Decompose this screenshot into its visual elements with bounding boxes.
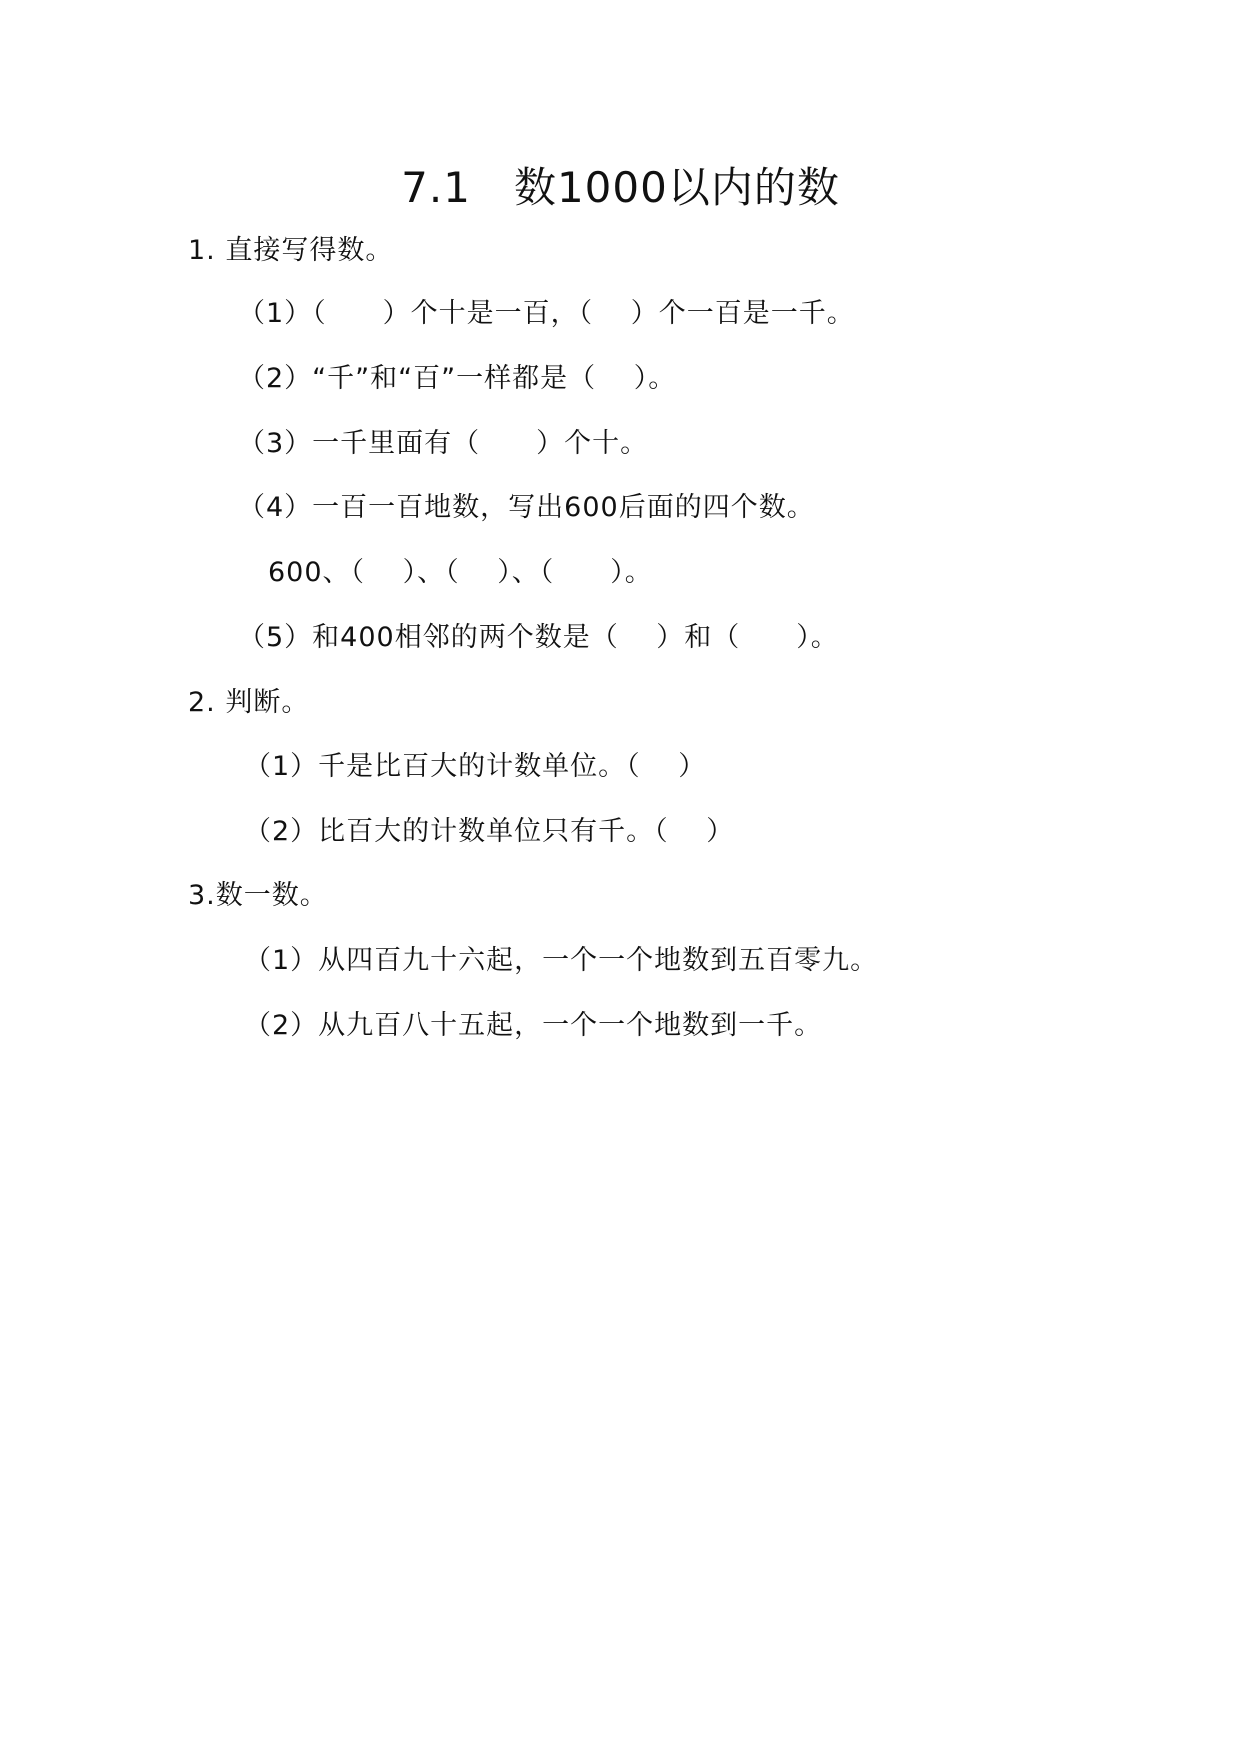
page-title: 7.1 数1000以内的数 [401,163,840,212]
question-1-5: （5）和400相邻的两个数是（ ）和（ ）。 [238,622,839,653]
question-1-4: （4）一百一百地数，写出600后面的四个数。 [238,492,815,523]
section-1-heading: 1. 直接写得数。 [188,235,394,266]
question-3-2: （2）从九百八十五起，一个一个地数到一千。 [244,1010,823,1041]
question-1-1: （1）（ ）个十是一百，（ ）个一百是一千。 [238,298,855,329]
question-1-3: （3）一千里面有（ ）个十。 [238,428,649,459]
question-1-2: （2）“千”和“百”一样都是（ ）。 [238,363,677,394]
question-2-2: （2）比百大的计数单位只有千。（ ） [244,816,735,847]
question-3-1: （1）从四百九十六起，一个一个地数到五百零九。 [244,945,879,976]
question-2-1: （1）千是比百大的计数单位。（ ） [244,751,707,782]
section-2-heading: 2. 判断。 [188,687,310,718]
question-1-4-answer-line: 600、（ ）、（ ）、（ ）。 [268,557,653,588]
section-3-heading: 3.数一数。 [188,880,328,911]
